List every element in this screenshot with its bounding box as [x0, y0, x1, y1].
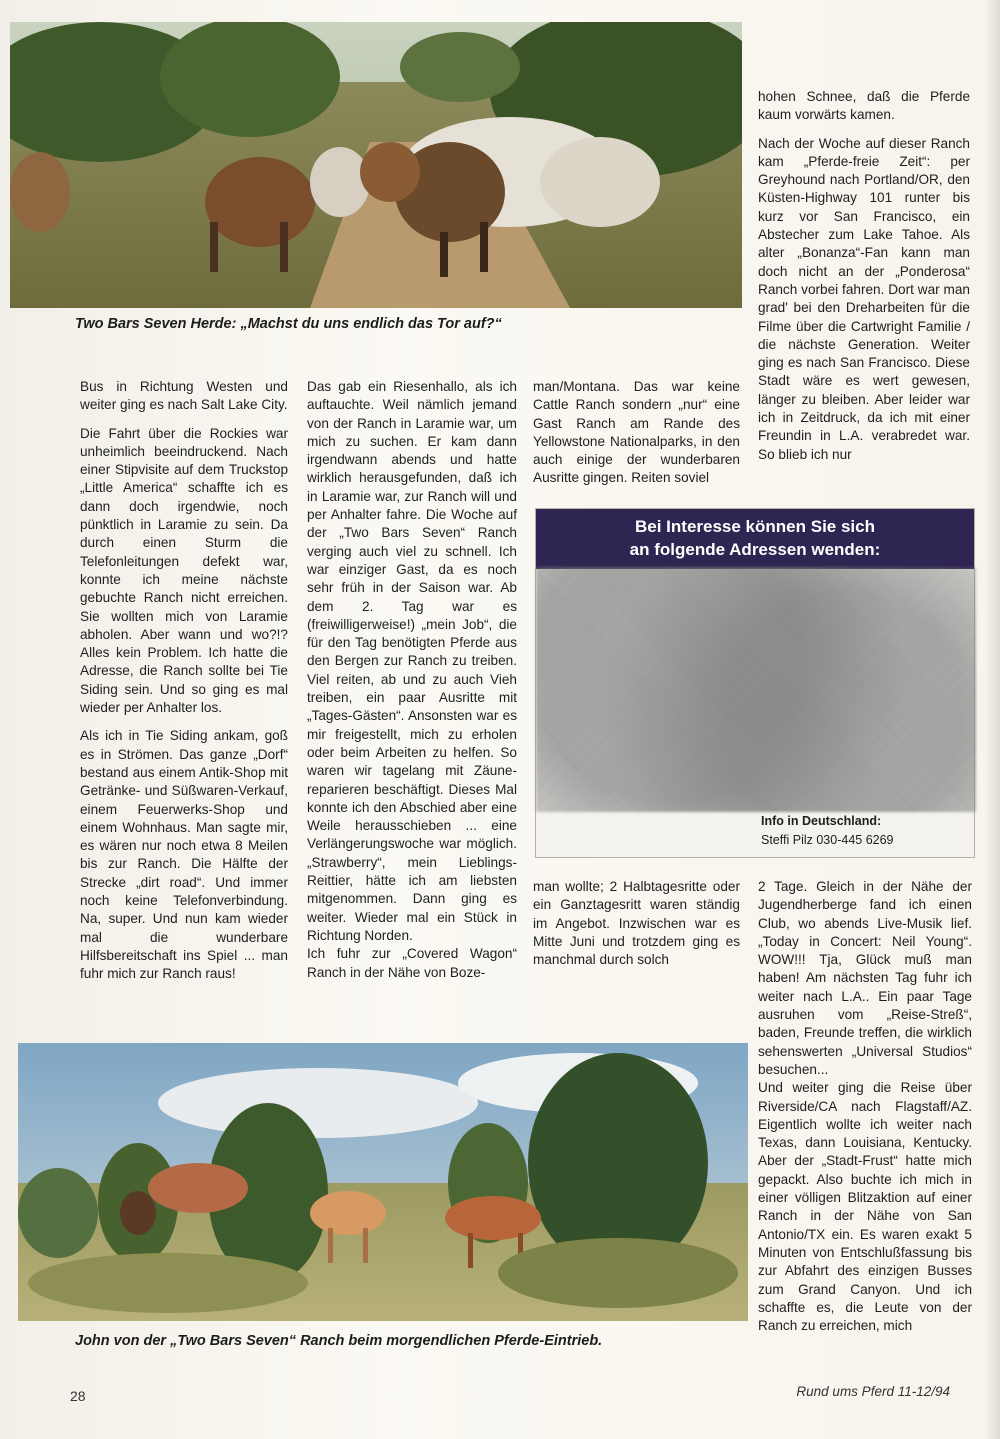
germany-info [761, 812, 894, 850]
paragraph: Bus in Richtung Westen und weiter ging es nach Salt Lake City. [80, 379, 288, 413]
paragraph: Und weiter ging die Reise über Riverside/CA nach Flagstaff/AZ. Eigentlich wollte ich weiter nach Texas, dann Louisiana, Kentucky. Aber der „Stadt-Frust“ hatte mich gepackt. Also buchte ich mich in einer völligen Blitzaktion auf einer Ranch in der Nähe von San Antonio/TX ein. Es waren exakt 5 Minuten von Entschlußfassung bis zur Abfahrt des einzigen Busses zum Grand Canyon. Und ich schaffte es, die Leute von der Ranch zu erreichen, mich [758, 1080, 972, 1334]
article-column-2 [307, 378, 517, 992]
info-contact: Steffi Pilz 030-445 6269 [761, 833, 894, 847]
bottom-photo-caption: John von der „Two Bars Seven“ Ranch beim morgendlichen Pferde-Eintrieb. [75, 1333, 603, 1349]
address-box-heading [536, 509, 974, 569]
heading-line: Bei Interesse können Sie sich [635, 517, 875, 536]
paragraph: man/Montana. Das war keine Cattle Ranch sondern „nur“ eine Gast Ranch am Rande des Yellowstone Nationalparks, in den auch einige der wunderbaren Ausritte gingen. Reiten soviel [533, 379, 740, 486]
paragraph: Als ich in Tie Siding ankam, goß es in Strömen. Das ganze „Dorf“ bestand aus einem Antik-Shop mit Getränke- und Süßwaren-Verkauf, einem Feuerwerks-Shop und einem Wohnhaus. Man sagte mir, es wären nur noch etwa 8 Meilen bis zur Ranch. Die Hälfte der Strecke „dirt road“. Und immer noch keine Telefonverbindung. Na, super. Und nun kam wieder mal die wunderbare Hilfsbereitschaft ins Spiel ... man fuhr mich zur Ranch raus! [80, 728, 288, 982]
article-column-3-top [533, 378, 740, 498]
page-edge-shadow [984, 0, 1000, 1439]
horse-herd-photo [10, 22, 742, 308]
article-column-4-bottom [758, 878, 972, 1345]
publication-name: Rund ums Pferd 11-12/94 [796, 1384, 950, 1399]
paragraph: Nach der Woche auf dieser Ranch kam „Pferde-freie Zeit“: per Greyhound nach Portland/OR, den Küsten-Highway 101 runter bis kurz vor San Francisco, ein Abstecher zum Lake Tahoe. Als alter „Bonanza“-Fan kann man doch nicht an der „Ponderosa“ Ranch vorbei fahren. Dort war man grad' bei den Dreharbeiten für die Filme über die Cartwright Familie / die nächste Generation. Weiter ging es nach San Francisco. Diese Stadt wäre es wert gewesen, länger zu bleiben. Aber leider war ich in Zeitdruck, da ich mit einer Freundin in L.A. verabredet war. So blieb ich nur [758, 135, 970, 462]
paragraph: hohen Schnee, daß die Pferde kaum vorwärts kamen. [758, 89, 970, 123]
paragraph: Ich fuhr zur „Covered Wagon“ Ranch in der Nähe von Boze- [307, 946, 517, 980]
paragraph: man wollte; 2 Halbtagesritte oder ein Ganztagesritt waren ständig im Angebot. Inzwischen war es Mitte Juni und trotzdem ging es manchmal durch solch [533, 879, 740, 968]
redacted-addresses [536, 567, 976, 812]
info-label: Info in Deutschland: [761, 814, 882, 828]
article-column-4-top [758, 88, 970, 474]
article-column-1 [80, 378, 288, 994]
paragraph: 2 Tage. Gleich in der Nähe der Jugendherberge fand ich einen Club, wo abends Live-Musik lief. „Today in Concert: Neil Young“. WOW!!! Tja, Glück muß man haben! Am nächsten Tag fuhr ich weiter nach L.A.. Ein paar Tage ausruhen vom „Reise-Streß“, baden, Freunde treffen, die wirklich sehenswerten „Universal Studios“ besuchen... [758, 879, 972, 1077]
article-column-3-bottom [533, 878, 740, 979]
heading-line: an folgende Adressen wenden: [629, 540, 881, 559]
page-number: 28 [70, 1388, 86, 1404]
paragraph: Die Fahrt über die Rockies war unheimlich beeindruckend. Nach einer Stipvisite auf dem Truckstop „Little America“ schaffte ich es dann doch irgendwie, noch pünktlich in Laramie zu sein. Da durch einen Sturm die Telefonleitungen defekt war, konnte ich meine nächste gebuchte Ranch nicht erreichen. Sie wollten mich von Laramie abholen. Aber wann und wo?!? Alles kein Problem. Ich hatte die Adresse, die Ranch sollte bei Tie Siding sein. Und so ging es mal wieder per Anhalter los. [80, 425, 288, 716]
paragraph: Das gab ein Riesenhallo, als ich auftauchte. Weil nämlich jemand von der Ranch in Laramie war, um mich zu suchen. Er kam dann irgendwann abends und hatte wirklich herausgefunden, daß ich in Laramie war, zur Ranch will und per Anhalter fahre. Die Woche auf der „Two Bars Seven“ Ranch verging auch viel zu schnell. Ich war einziger Gast, da es noch sehr früh in der Saison war. Ab dem 2. Tag war es (freiwilligerweise!) „mein Job“, die für den Tag benötigten Pferde aus den Bergen zur Ranch zu treiben. Viel reiten, ab und zu auch Vieh treiben, ein paar Ausritte mit „Tages-Gästen“. Ansonsten war es mir freigestellt, mich zu erholen oder beim Arbeiten zu helfen. So waren wir tagelang mit Zäune-reparieren beschäftigt. Dieses Mal konnte ich den Abschied aber eine Weile herausschieben ... eine Verlängerungswoche war möglich. „Strawberry“, mein Lieblings-Reittier, hätte ich am liebsten mitgenommen. Dann ging es weiter. Wieder mal ein Stück in Richtung Norden. [307, 379, 517, 943]
contact-address-box [535, 508, 975, 858]
horses-running-photo [18, 1043, 748, 1321]
top-photo-caption: Two Bars Seven Herde: „Machst du uns endlich das Tor auf?“ [75, 316, 502, 332]
